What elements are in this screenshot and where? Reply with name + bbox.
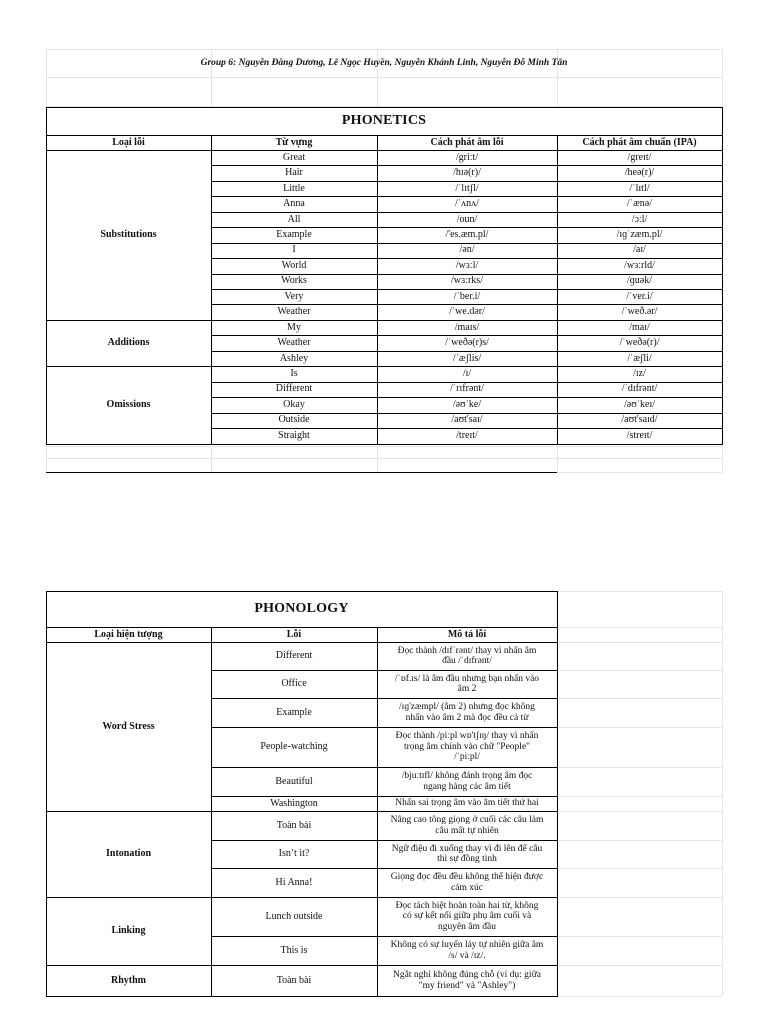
phonetics-cell-text: /wɜːrld/ [624, 259, 655, 271]
phonology-description-line: thì sự đồng tình [437, 854, 497, 864]
phonetics-cell [211, 289, 377, 304]
phonology-header [211, 627, 377, 642]
phonology-error [211, 642, 377, 670]
phonetics-cell-text: /aʊt'saɪd/ [621, 414, 658, 426]
rule-line [211, 428, 722, 429]
phonetics-cell-text: Hair [285, 167, 303, 179]
phonetics-cell [557, 428, 722, 443]
rule-line [211, 351, 722, 352]
phonetics-category-text: Substitutions [100, 228, 157, 240]
rule-line [46, 107, 722, 108]
phonetics-cell [557, 150, 722, 165]
phonetics-cell-text: /ˈweð.ər/ [621, 306, 658, 318]
phonetics-cell-text: I [292, 244, 296, 256]
grid-line [557, 627, 722, 628]
phonetics-cell-text: My [287, 321, 301, 333]
phonology-error [211, 811, 377, 840]
phonetics-cell [377, 320, 557, 335]
phonology-error-text: Toàn bài [276, 974, 312, 986]
phonology-description [377, 767, 557, 796]
phonology-description-line: đầu /ˈdɪfrənt/ [442, 656, 492, 666]
phonology-error [211, 767, 377, 796]
rule-line [377, 135, 378, 445]
phonology-error-text: Different [275, 650, 313, 661]
phonetics-cell-text: Okay [283, 398, 305, 410]
phonology-error-text: Hi Anna! [275, 876, 313, 888]
phonetics-cell [211, 335, 377, 350]
rule-line [557, 591, 558, 997]
phonology-category-text: Linking [111, 925, 146, 936]
rule-line [211, 165, 722, 166]
phonetics-cell [377, 227, 557, 242]
phonology-category [46, 642, 211, 811]
phonetics-cell [377, 243, 557, 258]
phonetics-category [46, 320, 211, 366]
phonetics-header-text: Loại lỗi [112, 136, 145, 148]
phonology-description-line: trọng âm chính vào chữ "People" [403, 741, 531, 752]
phonetics-cell [557, 335, 722, 350]
phonology-description [377, 642, 557, 670]
phonetics-cell [211, 274, 377, 289]
phonetics-cell [211, 243, 377, 258]
phonetics-cell [557, 413, 722, 428]
phonetics-cell [557, 274, 722, 289]
phonetics-title-text: PHONETICS [341, 113, 427, 128]
phonology-error [211, 796, 377, 811]
phonology-description-line: /ɪɡ'zæmpl/ (âm 2) nhưng đọc không [399, 702, 535, 712]
phonetics-cell [377, 366, 557, 381]
phonetics-cell-text: Works [281, 275, 307, 287]
rule-line [211, 397, 722, 398]
phonetics-cell-text: /greɪt/ [627, 151, 652, 163]
phonetics-cell-text: /maɪs/ [454, 321, 480, 333]
phonetics-cell [377, 413, 557, 428]
phonology-error [211, 868, 377, 897]
phonology-description-line: Đọc thành /piːpl wɒ'tʃɪŋ/ thay vì nhấn [395, 731, 539, 742]
rule-line [377, 627, 378, 997]
rule-line [211, 243, 722, 244]
rule-line [46, 107, 47, 445]
phonetics-cell-text: Straight [278, 429, 310, 441]
phonetics-cell [211, 165, 377, 180]
phonetics-cell [211, 305, 377, 320]
phonology-description-line: Ngắt nghỉ không đúng chỗ (ví dụ: giữa [393, 970, 541, 980]
phonology-description-line: có sự kết nối giữa phụ âm cuối và [402, 911, 532, 922]
phonetics-category-text: Additions [107, 337, 150, 349]
phonology-description-line: nguyên âm đầu [437, 921, 497, 932]
phonology-error-text: Office [281, 678, 307, 689]
phonetics-cell [557, 305, 722, 320]
phonetics-cell-text: Weather [277, 337, 311, 349]
rule-line [211, 897, 557, 898]
grid-line [377, 446, 378, 472]
grid-line [46, 458, 722, 459]
phonetics-cell [211, 181, 377, 196]
phonology-error-text: People-watching [260, 741, 328, 752]
phonetics-cell [211, 382, 377, 397]
grid-line [557, 642, 722, 643]
grid-line [722, 49, 723, 106]
phonology-description-line: /ˈpiːpl/ [454, 752, 480, 763]
phonetics-cell-text: /ˈæʃlis/ [452, 352, 482, 364]
group-title [46, 50, 722, 76]
grid-line [557, 670, 722, 671]
phonology-description-line: Đọc tách biệt hoàn toàn hai từ, không [395, 900, 539, 911]
phonology-header-text: Lỗi [286, 628, 302, 640]
phonetics-cell-text: /ˈlɪtl/ [629, 182, 650, 194]
phonetics-cell-text: /ɡuək/ [627, 275, 652, 287]
grid-line [557, 767, 722, 768]
rule-line [46, 627, 557, 628]
rule-line [211, 767, 557, 768]
phonetics-cell-text: Little [283, 182, 305, 194]
grid-line [722, 591, 723, 996]
phonetics-cell-text: /ˈweðə(r)s/ [445, 337, 489, 349]
phonology-description-line: Không có sự luyến láy tự nhiên giữa âm [390, 940, 544, 950]
phonology-description-line: Đọc thành /dɪfˈrənt/ thay vì nhấn âm [397, 645, 537, 656]
phonetics-cell [377, 212, 557, 227]
phonetics-cell-text: /wɜːrks/ [451, 275, 483, 287]
phonetics-cell [557, 366, 722, 381]
rule-line [211, 670, 557, 671]
phonetics-cell-text: Anna [283, 198, 305, 210]
phonology-error [211, 670, 377, 698]
phonetics-cell [211, 227, 377, 242]
phonetics-cell [557, 181, 722, 196]
phonetics-cell-text: /ˈver.i/ [626, 290, 653, 302]
phonetics-cell [377, 305, 557, 320]
phonology-error-text: Washington [270, 797, 318, 809]
grid-line [557, 591, 722, 592]
phonetics-cell-text: Very [284, 290, 304, 302]
rule-line [46, 996, 557, 997]
phonetics-cell [211, 413, 377, 428]
phonetics-cell [557, 258, 722, 273]
phonetics-cell-text: /streɪt/ [626, 429, 653, 441]
phonetics-cell-text: Weather [277, 306, 311, 318]
phonetics-category [46, 366, 211, 443]
phonetics-cell-text: /ˈrɪfrənt/ [450, 383, 484, 395]
rule-line [211, 335, 722, 336]
phonology-title [46, 591, 557, 627]
rule-line [211, 382, 722, 383]
grid-line [46, 77, 722, 78]
phonology-header-text: Loại hiện tượng [94, 628, 163, 640]
rule-line [211, 840, 557, 841]
phonetics-cell [211, 366, 377, 381]
phonetics-cell-text: /oun/ [456, 213, 478, 225]
phonetics-cell-text: World [281, 259, 307, 271]
phonetics-cell [377, 150, 557, 165]
rule-line [211, 181, 722, 182]
phonetics-cell [377, 382, 557, 397]
phonetics-header [377, 135, 557, 150]
phonology-header [46, 627, 211, 642]
rule-line [211, 413, 722, 414]
phonology-description-line: cảm xúc [451, 882, 483, 893]
phonology-description-line: /bjuːtɪfl/ không đánh trọng âm đọc [401, 771, 533, 781]
phonetics-cell [557, 196, 722, 211]
phonetics-cell [211, 196, 377, 211]
phonology-error [211, 698, 377, 727]
phonology-category-text: Word Stress [102, 720, 155, 732]
phonetics-header [557, 135, 722, 150]
phonetics-cell-text: /ɪz/ [633, 368, 646, 380]
phonetics-cell-text: /aɪ/ [633, 244, 646, 256]
grid-line [557, 965, 722, 966]
phonetics-cell-text: /ˈdɪfrənt/ [621, 383, 658, 395]
phonology-category [46, 965, 211, 996]
phonetics-cell [211, 258, 377, 273]
grid-line [46, 446, 47, 472]
phonetics-cell [377, 351, 557, 366]
phonetics-cell-text: /hɪə(r)/ [453, 167, 481, 179]
phonetics-cell-text: /ˈlɪtʃl/ [455, 182, 479, 194]
phonetics-cell [557, 320, 722, 335]
rule-line [46, 591, 557, 592]
phonetics-cell [557, 165, 722, 180]
rule-line [211, 196, 722, 197]
phonetics-cell-text: /wɜːl/ [455, 259, 479, 271]
phonetics-cell-text: /ˈænə/ [627, 198, 652, 210]
rule-line [211, 227, 722, 228]
phonology-description [377, 897, 557, 936]
phonetics-cell-text: /ɪɡˈzæm.pl/ [616, 228, 663, 240]
rule-line [211, 965, 557, 966]
rule-line [46, 444, 722, 445]
phonetics-cell-text: /heə(r)/ [624, 167, 655, 179]
grid-line [557, 727, 722, 728]
phonetics-header-text: Từ vựng [275, 136, 313, 148]
phonetics-cell-text: /ˈwe.dər/ [449, 306, 485, 318]
phonetics-cell [377, 165, 557, 180]
grid-line [722, 446, 723, 472]
rule-line [211, 698, 557, 699]
phonetics-cell [211, 150, 377, 165]
grid-line [557, 811, 722, 812]
rule-line [211, 212, 722, 213]
rule-line [211, 868, 557, 869]
phonology-error-text: This is [280, 944, 308, 956]
phonetics-header [46, 135, 211, 150]
grid-line [557, 796, 722, 797]
phonology-description-line: /s/ và /ɪz/. [448, 950, 486, 961]
grid-line [557, 897, 722, 898]
phonology-category-text: Intonation [105, 848, 151, 859]
phonology-description [377, 670, 557, 698]
group-title-text: Group 6: Nguyễn Đăng Dương, Lê Ngọc Huyền, Nguyễn Khánh Linh, Nguyễn Đỗ Minh Tân [200, 58, 568, 68]
phonetics-cell [557, 243, 722, 258]
phonetics-cell-text: Outside [278, 414, 310, 426]
phonetics-cell-text: All [287, 213, 301, 225]
rule-line [211, 627, 212, 997]
phonology-category [46, 811, 211, 897]
phonology-error [211, 840, 377, 868]
grid-line [557, 936, 722, 937]
grid-line [46, 446, 722, 447]
grid-line [557, 840, 722, 841]
phonetics-cell [557, 212, 722, 227]
phonology-error [211, 727, 377, 767]
phonology-description-line: ngang hàng các âm tiết [423, 781, 511, 792]
phonology-description-line: Nhấn sai trọng âm vào âm tiết thứ hai [395, 798, 539, 809]
phonetics-cell-text: /ˈæʃli/ [627, 352, 652, 364]
phonetics-cell [557, 351, 722, 366]
rule-line [211, 727, 557, 728]
phonetics-cell [377, 181, 557, 196]
phonetics-cell-text: Example [276, 228, 312, 240]
phonology-description-line: nhấn vào âm 2 mà đọc đều cả từ [405, 712, 529, 723]
phonetics-cell [557, 397, 722, 412]
phonetics-cell-text: Different [275, 383, 313, 395]
rule-line [211, 258, 722, 259]
rule-line [211, 274, 722, 275]
phonetics-header-text: Cách phát âm lỗi [430, 136, 504, 148]
rule-line [211, 320, 722, 321]
phonetics-cell-text: /əʊˈke/ [452, 398, 482, 410]
rule-line [46, 472, 557, 473]
grid-line [557, 446, 558, 472]
phonology-description-line: Giọng đọc đều đều không thể hiện được [390, 872, 544, 882]
phonetics-cell-text: Is [290, 368, 298, 380]
phonetics-cell-text: /'es.æm.pl/ [445, 228, 489, 240]
phonology-header-text: Mô tả lỗi [447, 628, 487, 640]
phonetics-cell [377, 258, 557, 273]
phonetics-header-text: Cách phát âm chuẩn (IPA) [582, 136, 697, 148]
phonetics-header [211, 135, 377, 150]
phonetics-cell-text: /treɪt/ [456, 429, 478, 441]
phonology-description-line: câu mất tự nhiên [435, 825, 499, 836]
phonology-error-text: Beautiful [275, 775, 313, 787]
rule-line [722, 107, 723, 445]
grid-line [557, 868, 722, 869]
phonology-error-text: Toàn bài [276, 819, 312, 831]
rule-line [46, 135, 722, 136]
phonetics-cell-text: Ashley [279, 352, 309, 364]
phonetics-cell-text: Great [282, 151, 306, 163]
phonetics-cell-text: /əʊˈkeɪ/ [623, 398, 656, 410]
phonetics-cell [211, 397, 377, 412]
phonetics-cell-text: /ɪ/ [462, 368, 472, 380]
rule-line [211, 936, 557, 937]
phonetics-cell-text: /aʊt'saɪ/ [451, 414, 483, 426]
phonetics-cell [377, 397, 557, 412]
phonology-header [377, 627, 557, 642]
rule-line [46, 591, 47, 997]
phonology-category-text: Rhythm [110, 974, 146, 986]
phonology-title-text: PHONOLOGY [254, 601, 349, 616]
rule-line [46, 642, 557, 643]
phonetics-cell [377, 428, 557, 443]
phonetics-cell [377, 289, 557, 304]
phonetics-cell [377, 274, 557, 289]
grid-line [557, 698, 722, 699]
phonetics-cell-text: /ɔːl/ [631, 213, 648, 225]
phonetics-cell [211, 320, 377, 335]
phonology-description [377, 727, 557, 767]
phonology-description-line: âm 2 [457, 684, 477, 694]
phonology-error [211, 965, 377, 996]
rule-line [211, 304, 722, 305]
rule-line [211, 150, 722, 151]
phonology-description [377, 796, 557, 811]
rule-line [557, 135, 558, 445]
phonetics-category-text: Omissions [106, 398, 151, 410]
phonology-description [377, 698, 557, 727]
phonology-description [377, 936, 557, 965]
rule-line [211, 811, 557, 812]
phonology-description-line: Ngữ điệu đi xuống thay vì đi lên để câu [391, 843, 543, 854]
phonetics-cell-text: /griːt/ [455, 151, 479, 163]
phonology-description-line: Nâng cao tông giọng ở cuối các câu làm [390, 815, 544, 825]
phonetics-cell [377, 335, 557, 350]
grid-line [211, 446, 212, 472]
phonetics-cell [377, 196, 557, 211]
phonetics-cell [557, 289, 722, 304]
rule-line [211, 796, 557, 797]
phonetics-cell-text: /ˈʌnʌ/ [455, 198, 479, 210]
phonology-description [377, 840, 557, 868]
rule-line [211, 366, 722, 367]
phonology-description [377, 811, 557, 840]
phonetics-cell-text: /ˈber.i/ [453, 290, 481, 302]
phonology-description [377, 965, 557, 996]
phonology-error-text: Isn’t it? [278, 848, 310, 859]
rule-line [211, 135, 212, 445]
phonology-description [377, 868, 557, 897]
phonology-error-text: Example [276, 706, 312, 718]
phonology-error [211, 897, 377, 936]
grid-line [557, 996, 722, 997]
phonetics-cell [211, 351, 377, 366]
phonetics-cell-text: /maɪ/ [629, 321, 650, 333]
phonetics-category [46, 150, 211, 320]
phonology-description-line: "my friend" và "Ashley") [418, 980, 516, 991]
phonetics-cell-text: /ˈweðə(r)/ [619, 337, 660, 349]
phonology-error-text: Lunch outside [265, 910, 323, 922]
phonology-category [46, 897, 211, 965]
phonetics-cell [211, 212, 377, 227]
phonetics-cell [557, 382, 722, 397]
phonetics-title [46, 107, 722, 135]
rule-line [211, 289, 722, 290]
phonetics-cell-text: /ən/ [459, 244, 475, 256]
phonology-error [211, 936, 377, 965]
phonetics-cell [211, 428, 377, 443]
phonology-description-line: /ˈɒf.ɪs/ là âm đầu nhưng bạn nhấn vào [394, 673, 540, 684]
phonetics-cell [557, 227, 722, 242]
